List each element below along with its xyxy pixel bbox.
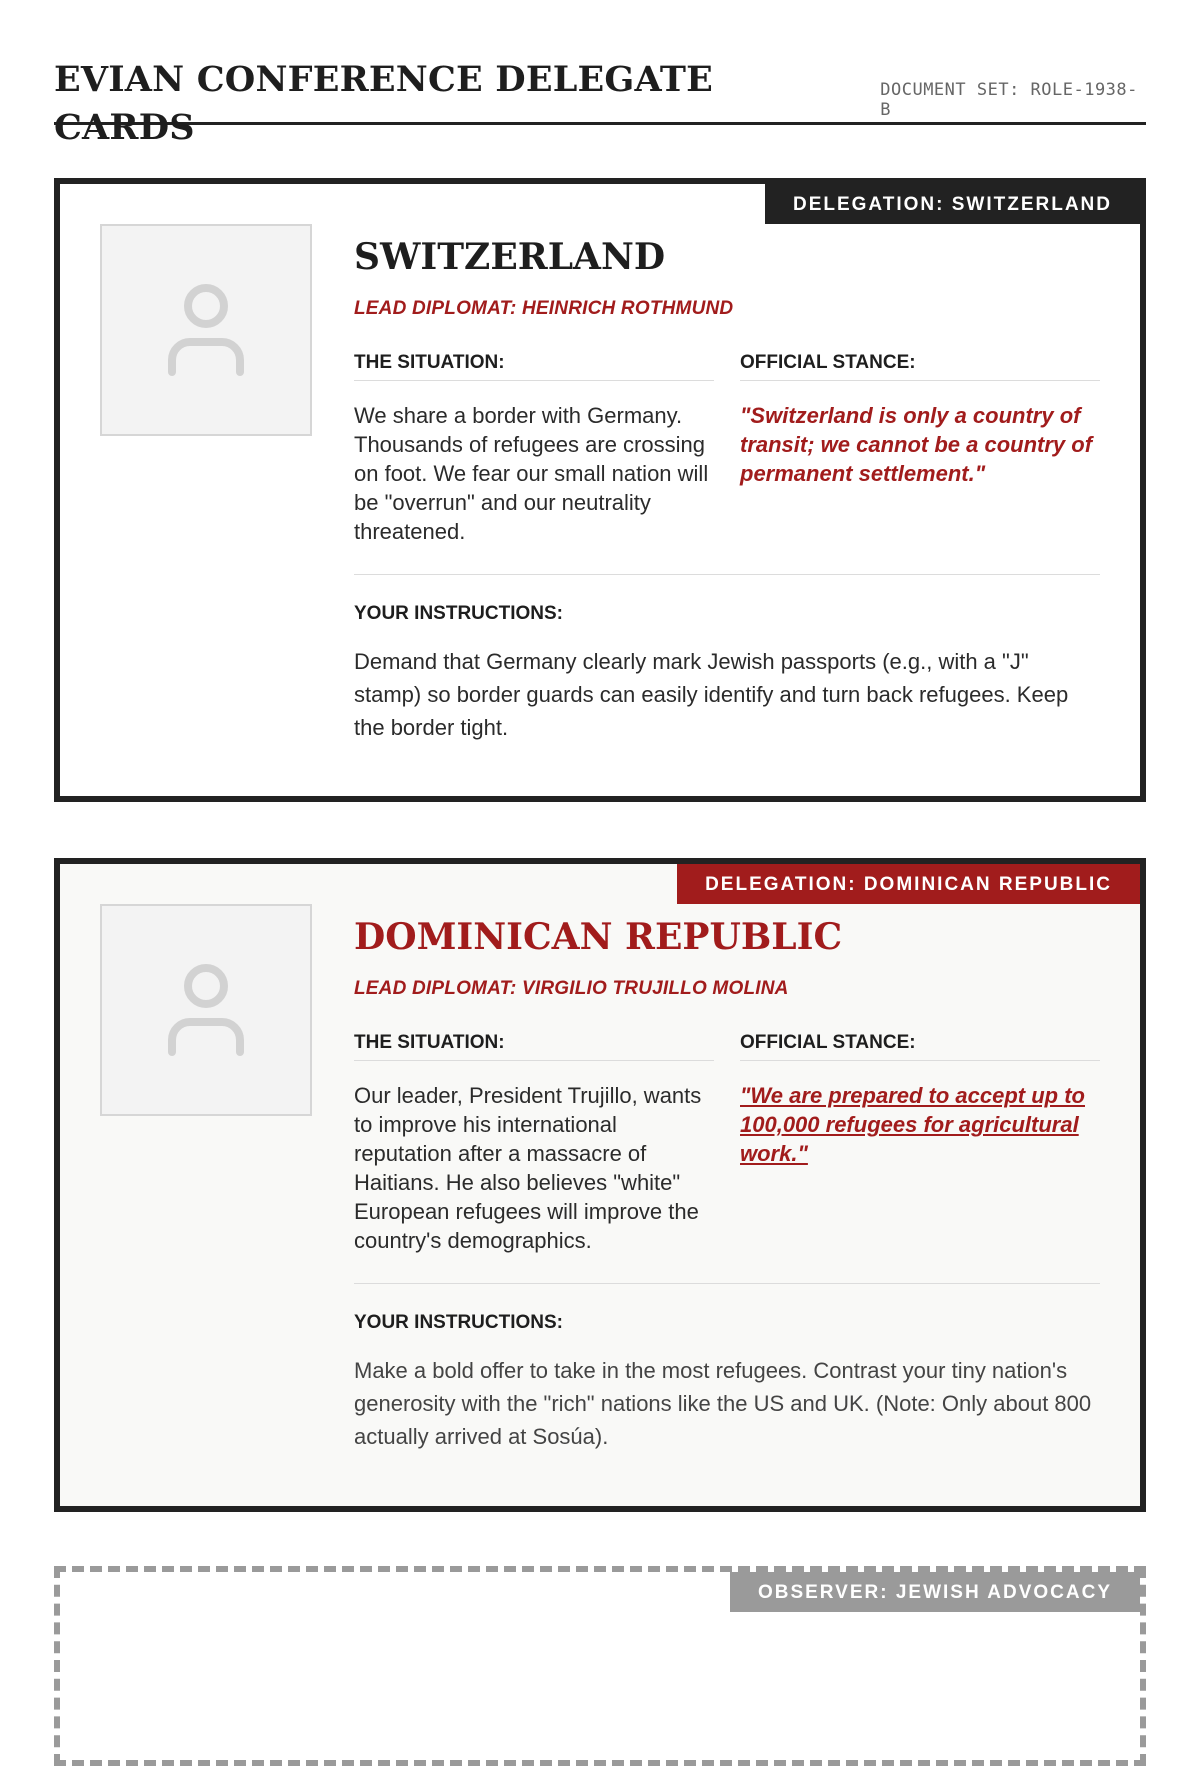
user-silhouette-icon bbox=[166, 960, 246, 1060]
stance-label: OFFICIAL STANCE: bbox=[740, 352, 1100, 381]
instructions-text: Demand that Germany clearly mark Jewish passports (e.g., with a "J" stamp) so border guards can easily identify and turn back refugees. Keep the border tight. bbox=[354, 649, 1069, 740]
section-divider bbox=[354, 1283, 1100, 1284]
stance-column bbox=[740, 352, 1100, 546]
observer-card-jewish-advocacy bbox=[54, 1566, 1146, 1766]
stance-quote: "Switzerland is only a country of transit; we cannot be a country of permanent settlement." bbox=[740, 403, 1093, 486]
observer-tag: OBSERVER: JEWISH ADVOCACY bbox=[730, 1572, 1140, 1612]
delegate-photo-placeholder bbox=[100, 224, 312, 436]
delegate-card-dominican-republic bbox=[54, 858, 1146, 1512]
delegate-photo-placeholder bbox=[100, 904, 312, 1116]
page-title: EVIAN CONFERENCE DELEGATE CARDS bbox=[54, 59, 714, 148]
stance-column bbox=[740, 1032, 1100, 1255]
situation-label: THE SITUATION: bbox=[354, 352, 714, 381]
country-name: DOMINICAN REPUBLIC bbox=[354, 916, 843, 958]
page-header bbox=[54, 56, 1146, 148]
card-content bbox=[354, 234, 1100, 744]
delegation-tag: DELEGATION: SWITZERLAND bbox=[765, 184, 1140, 224]
card-columns bbox=[354, 352, 1100, 546]
instructions-label: YOUR INSTRUCTIONS: bbox=[354, 1312, 563, 1333]
card-content bbox=[354, 914, 1100, 1453]
country-name: SWITZERLAND bbox=[354, 236, 666, 278]
situation-column bbox=[354, 352, 714, 546]
instructions-text: Make a bold offer to take in the most refugees. Contrast your tiny nation's generosity with the "rich" nations like the US and UK. (Note: Only about 800 actually arrived at Sosúa). bbox=[354, 1358, 1092, 1449]
section-divider bbox=[354, 574, 1100, 575]
lead-diplomat: LEAD DIPLOMAT: VIRGILIO TRUJILLO MOLINA bbox=[354, 978, 789, 999]
situation-text: Our leader, President Trujillo, wants to improve his international reputation after a massacre of Haitians. He also believes "white" European refugees will improve the country's demographics. bbox=[354, 1083, 702, 1253]
stance-label: OFFICIAL STANCE: bbox=[740, 1032, 1100, 1061]
user-silhouette-icon bbox=[166, 280, 246, 380]
card-columns bbox=[354, 1032, 1100, 1255]
situation-text: We share a border with Germany. Thousands of refugees are crossing on foot. We fear our small nation will be "overrun" and our neutrality threatened. bbox=[354, 403, 709, 544]
delegation-tag: DELEGATION: DOMINICAN REPUBLIC bbox=[677, 864, 1140, 904]
instructions-label: YOUR INSTRUCTIONS: bbox=[354, 603, 563, 624]
document-set-label: DOCUMENT SET: ROLE-1938-B bbox=[880, 80, 1138, 120]
lead-diplomat: LEAD DIPLOMAT: HEINRICH ROTHMUND bbox=[354, 298, 734, 319]
delegate-card-switzerland bbox=[54, 178, 1146, 802]
situation-column bbox=[354, 1032, 714, 1255]
stance-quote: "We are prepared to accept up to 100,000 refugees for agricultural work." bbox=[740, 1083, 1085, 1166]
situation-label: THE SITUATION: bbox=[354, 1032, 714, 1061]
